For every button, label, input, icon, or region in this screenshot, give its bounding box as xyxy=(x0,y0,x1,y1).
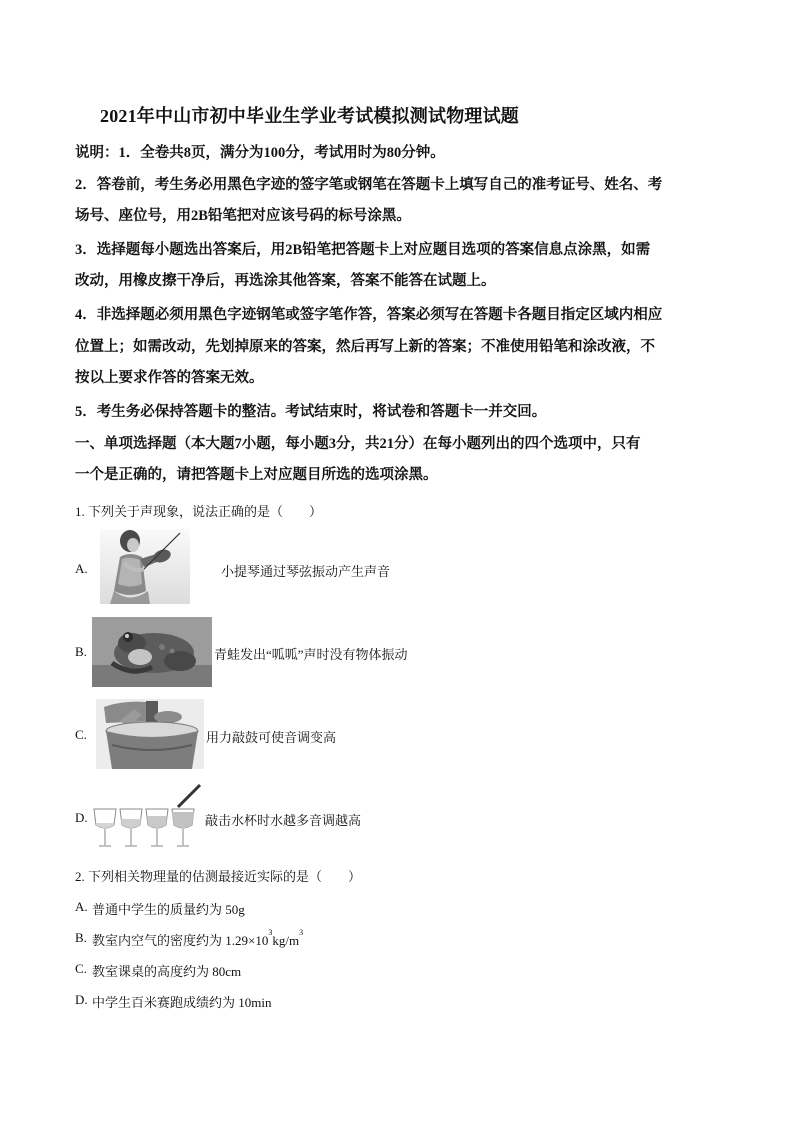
instruction-line: 场号、座位号，用2B铅笔把对应该号码的标号涂黑。 xyxy=(75,208,411,224)
option-text: 教室课桌的高度约为 80cm xyxy=(92,964,242,979)
option-label: D. xyxy=(75,810,88,825)
question-stem: 1. 下列关于声现象，说法正确的是（ ） xyxy=(75,504,323,519)
instruction-line: 位置上；如需改动，先划掉原来的答案，然后再写上新的答案；不准使用铅笔和涂改液，不 xyxy=(75,339,655,355)
option-text: 小提琴通过琴弦振动产生声音 xyxy=(221,564,391,579)
page-title: 2021年中山市初中毕业生学业考试模拟测试物理试题 xyxy=(100,106,519,126)
option-text: 青蛙发出“呱呱”声时没有物体振动 xyxy=(214,647,408,662)
drum-icon xyxy=(96,699,204,769)
option-label: B. xyxy=(75,644,87,659)
option-text: 中学生百米赛跑成绩约为 10min xyxy=(92,995,272,1010)
instruction-line: 4．非选择题必须用黑色字迹钢笔或签字笔作答，答案必须写在答题卡各题目指定区域内相应 xyxy=(75,307,663,323)
question-stem: 2. 下列相关物理量的估测最接近实际的是（ ） xyxy=(75,869,362,884)
option-text xyxy=(92,930,303,949)
violinist-photo xyxy=(100,529,190,604)
section-heading: 一、单项选择题（本大题7小题，每小题3分，共21分）在每小题列出的四个选项中，只有 xyxy=(75,436,641,452)
instruction-line: 说明：1．全卷共8页，满分为100分，考试用时为80分钟。 xyxy=(75,145,445,161)
option-label: C. xyxy=(75,961,87,976)
option-label: A. xyxy=(75,899,88,914)
option-text: 用力敲鼓可使音调变高 xyxy=(206,730,337,745)
instruction-line: 按以上要求作答的答案无效。 xyxy=(75,370,264,386)
superscript: 3 xyxy=(268,928,273,937)
instruction-line: 2．答卷前，考生务必用黑色字迹的签字笔或钢笔在答题卡上填写自己的准考证号、姓名、考 xyxy=(75,177,663,193)
superscript: 3 xyxy=(299,928,304,937)
frog-icon xyxy=(92,617,212,687)
option-text: 普通中学生的质量约为 50g xyxy=(92,902,245,917)
instruction-line: 5．考生务必保持答题卡的整洁。考试结束时，将试卷和答题卡一并交回。 xyxy=(75,404,547,420)
water-glasses-icon xyxy=(90,783,202,855)
option-label: B. xyxy=(75,930,87,945)
violinist-icon xyxy=(100,529,190,604)
option-text: 敲击水杯时水越多音调越高 xyxy=(205,813,362,828)
instruction-line: 改动，用橡皮擦干净后，再选涂其他答案，答案不能答在试题上。 xyxy=(75,273,496,289)
option-text-part: kg/m xyxy=(272,933,300,948)
drum-photo xyxy=(96,699,204,769)
frog-photo xyxy=(92,617,212,687)
option-label: C. xyxy=(75,727,87,742)
section-heading: 一个是正确的，请把答题卡上对应题目所选的选项涂黑。 xyxy=(75,467,438,483)
option-text-part: 教室内空气的密度约为 1.29×10 xyxy=(92,933,269,948)
option-label: D. xyxy=(75,992,88,1007)
option-label: A. xyxy=(75,561,88,576)
water-glasses-photo xyxy=(90,783,202,855)
instruction-line: 3．选择题每小题选出答案后，用2B铅笔把答题卡上对应题目选项的答案信息点涂黑，如需 xyxy=(75,242,651,258)
